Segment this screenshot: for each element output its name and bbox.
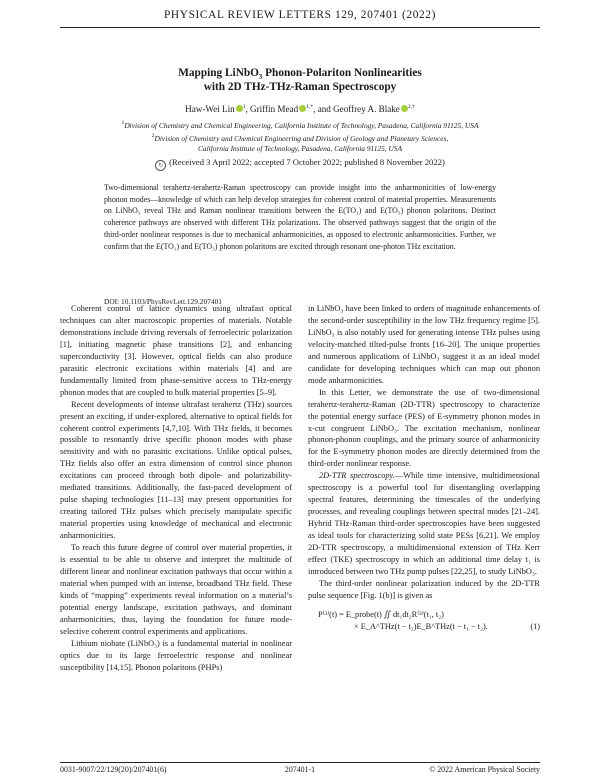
affiliation-2-number: 2 [151,133,155,139]
body-paragraph: The third-order nonlinear polarization induced by the 2D-TTR pulse sequence [Fig. 1(b)] is given as [308,578,540,600]
author-lin-affil: 1 [242,104,246,110]
received-text: (Received 3 April 2022; accepted 7 October 2022; published 8 November 2022) [169,157,445,167]
body-paragraph: To reach this future degree of control over material properties, it is essential to be able to observe and interpret the multitude of different linear and nonlinear excitation pathways that occur within a material when pumped with an intense, broadband THz field. These kinds of “mapping” experiments reveal information on a material’s potential energy landscape, excitation pathways, and dominant anharmonicities, thus, laying the foundation for future mode-selective coherent control experiments and applications. [60,543,292,636]
body-paragraph: Coherent control of lattice dynamics using ultrafast optical techniques can alter macroscopic properties of materials. Notable demonstrations include driving reversals of ferroelectric polarization [1], initiating magnetic phase transitions [2], and enhancing superconductivity [3]. However, optical fields can also produce parasitic electronic excitations within materials [4] and are fundamentally limited from phase-sensitive access to THz-energy phonon modes that are coupled to bulk material properties [5–9]. [60,304,292,397]
section-heading: 2D-TTR spectroscopy. [319,471,395,481]
body-paragraph: In this Letter, we demonstrate the use of two-dimensional terahertz-terahertz-Raman (2D-TTR) spectroscopy to characterize the potential energy surface (PES) of E-symmetry phonon modes in x-cut congruent LiNbO₃. The excitation mechanism, nonlinear phonon-phonon couplings, and the primary source of anharmonicity for the E-symmetry phonon modes are directly determined from the third-order nonlinear response. [308,387,540,469]
title-line-2: with 2D THz-THz-Raman Spectroscopy [203,81,397,93]
equation-1 [308,609,540,634]
affiliation-1-number: 1 [121,120,125,126]
author-lin[interactable]: Haw-Wei Lin [185,104,235,114]
equation-line-1: P⁽³⁾(t) = E_probe(t) ∬ dt₁dt₂R⁽³⁾(t₁, t₂) [318,609,444,619]
affiliation-1 [60,118,540,131]
paper-title [60,66,540,94]
affiliations [60,118,540,154]
body-paragraph: Lithium niobate (LiNbO₃) is a fundamental material in nonlinear optics due to its large ferroelectric response and nonlinear susceptibility [14,15]. Phonon polaritons (PHPs) [60,638,292,672]
body-paragraph: in LiNbO₃ have been linked to orders of magnitude enhancements of the second-order susceptibility in the low THz frequency regime [5]. LiNbO₃ is also notably used for generating intense THz pulses using velocity-matched tilted-pulse fronts [16–20]. The unique properties and numerous applications of LiNbO₃ suggest it as an ideal model candidate for developing techniques which can map out phonon mode anharmonicities. [308,304,540,385]
right-column [308,303,540,634]
orcid-icon[interactable] [401,105,408,112]
author-separator: , [245,104,248,114]
author-mead[interactable]: Griffin Mead [250,104,299,114]
footer-copyright: © 2022 American Physical Society [429,765,540,774]
author-blake[interactable]: and Geoffrey A. Blake [317,104,400,114]
footer-issn: 0031-9007/22/129(20)/207401(6) [60,765,167,774]
doi-link[interactable]: DOI: 10.1103/PhysRevLett.129.207401 [104,297,222,306]
left-column [60,303,292,674]
affiliation-2 [60,131,540,144]
header-rule [60,27,540,28]
orcid-icon[interactable] [236,105,243,112]
equation-line-2-text: × E_A^THz(t − t₂)E_B^THz(t − t₁ − t₂). [354,622,488,632]
affiliation-1-text: Division of Chemistry and Chemical Engineering, California Institute of Technology, Pasadena, California 91125, USA [124,121,479,130]
affiliation-2-text: Division of Chemistry and Chemical Engineering and Division of Geology and Planetary Sciences, [154,134,449,143]
footer-rule [60,762,540,763]
section-text: —While time intensive, multidimensional spectroscopy is a powerful tool for disentangling overlapping spectral features, determining the timescales of the underlying processes, and revealing couplings between spectral modes [21–24]. Hybrid THz-Raman third-order spectroscopies have been suggested as ideal tools for characterizing solid state PESs [6,21]. We employ 2D-TTR spectroscopy, a multidimensional extension of THz Kerr effect (TKE) spectroscopy in which an additional time delay t₁ is introduced between two THz pump pulses [22,25], to study LiNbO₃. [308,471,540,576]
received-dates [60,157,540,171]
body-paragraph: Recent developments of intense ultrafast terahertz (THz) sources present an exciting, if under-explored, alternative to optical fields for coherent control experiments [4,7,10]. With THz fields, it becomes possible to resonantly drive specific phonon modes with phase sensitivity and with no parasitic excitations. Unlike optical pulses, THz fields also offer an extra dimension of control since phonon excitations can proceed through both dipole- and polarizability-mediated transitions. Additionally, the fast-paced development of pulse shaping technologies [11–13] may present opportunities for creating tailored THz pulses which precisely manipulate specific material properties using knowledge of mechanical and electronic anharmonicities. [60,399,292,541]
author-separator: , [313,104,316,114]
equation-line-2 [308,621,540,634]
affiliation-2-cont: California Institute of Technology, Pasadena, California 91125, USA [197,144,403,153]
check-for-updates-icon[interactable]: ↻ [155,160,166,171]
author-blake-affil: 2,† [407,104,415,110]
journal-header: PHYSICAL REVIEW LETTERS 129, 207401 (2022) [164,9,436,21]
footer-page-number: 207401-1 [284,765,316,774]
equation-number: (1) [530,622,540,632]
title-line-1: Mapping LiNbO₃ Phonon-Polariton Nonlinearities [178,67,422,79]
author-mead-affil: 1,* [306,104,314,110]
author-list [60,104,540,114]
body-paragraph [308,470,540,578]
abstract: Two-dimensional terahertz-terahertz-Raman spectroscopy can provide insight into the anharmonicities of low-energy phonon modes—knowledge of which can help develop strategies for coherent control of material properties. Measurements on LiNbO₃ reveal THz and Raman nonlinear transitions between the E(TO₁) and E(TO₃) phonon polaritons. Distinct coherence pathways are observed with different THz polarizations. The observed pathways suggest that the origin of the third-order nonlinear responses is due to mechanical anharmonicities, as opposed to electronic anharmonicities. Further, we confirm that the E(TO₁) and E(TO₃) phonon polaritons are excited through resonant one-photon THz excitation. [104,183,496,251]
